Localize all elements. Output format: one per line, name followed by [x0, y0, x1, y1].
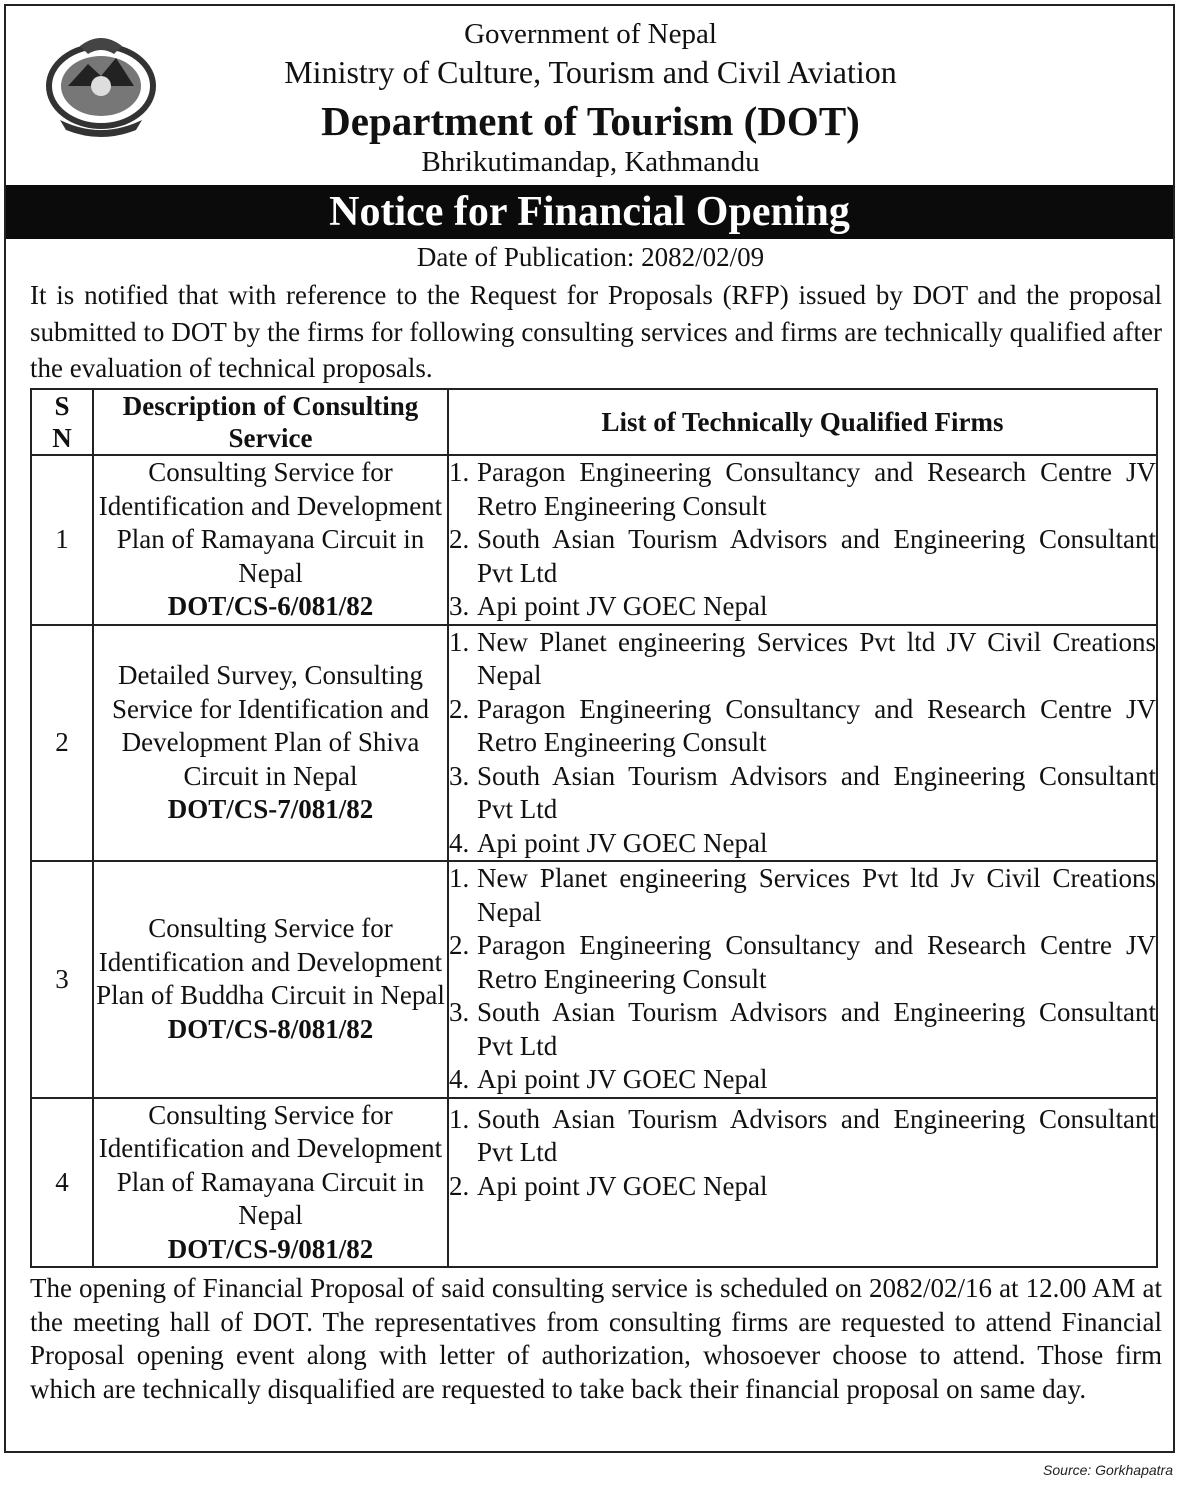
table-row: [31, 455, 1157, 625]
list-item: [449, 523, 1156, 590]
firm-number: 2.: [449, 1170, 470, 1201]
list-item: [449, 929, 1156, 996]
firm-name: South Asian Tourism Advisors and Engineering Consultant Pvt Ltd: [477, 524, 1156, 588]
header-description: Description of Consulting Service: [93, 389, 448, 455]
row-description: [93, 625, 448, 862]
firm-name: New Planet engineering Services Pvt ltd Jv Civil Creations Nepal: [477, 863, 1156, 927]
firm-name: South Asian Tourism Advisors and Engineering Consultant Pvt Ltd: [477, 997, 1156, 1061]
table-header-row: [31, 389, 1157, 455]
header-sn-line2: N: [52, 423, 72, 453]
list-item: [449, 626, 1156, 693]
department-address: Bhrikutimandap, Kathmandu: [421, 146, 760, 178]
firm-number: 3.: [449, 997, 470, 1027]
firm-name: Api point JV GOEC Nepal: [477, 1064, 768, 1094]
list-item: [449, 1103, 1156, 1170]
firm-number: 2.: [449, 693, 470, 724]
header-sn: [31, 389, 93, 455]
source-credit: Source: Gorkhapatra: [1043, 1462, 1173, 1478]
list-item: [449, 996, 1156, 1063]
row-sn: 2: [31, 625, 93, 862]
intro-paragraph: It is notified that with reference to the Request for Proposals (RFP) issued by DOT and the proposal submitted to DOT by the firms for following consulting services and firms are technically qualified after the evaluation of technical proposals.: [30, 280, 1162, 383]
department-name: Department of Tourism (DOT): [321, 98, 860, 144]
row-firms: [448, 1098, 1157, 1268]
row-firms: [448, 625, 1157, 862]
row-description: [93, 1098, 448, 1268]
service-description: Consulting Service for Identification and Development Plan of Buddha Circuit in Nepal: [96, 913, 445, 1011]
firm-name: New Planet engineering Services Pvt ltd JV Civil Creations Nepal: [477, 626, 1156, 690]
service-reference: DOT/CS-6/081/82: [167, 591, 374, 621]
firm-name: South Asian Tourism Advisors and Engineering Consultant Pvt Ltd: [477, 1103, 1156, 1167]
header-sn-line1: S: [54, 391, 70, 421]
firm-number: 4.: [449, 827, 470, 858]
table-row: [31, 861, 1157, 1098]
publication-date: Date of Publication: 2082/02/09: [416, 242, 765, 272]
list-item: [449, 693, 1156, 760]
qualified-firms-table: [30, 388, 1158, 1268]
list-item: [449, 1170, 1156, 1204]
firm-number: 1.: [449, 1103, 470, 1134]
list-item: [449, 760, 1156, 827]
firm-name: Api point JV GOEC Nepal: [477, 827, 768, 858]
table-row: [31, 1098, 1157, 1268]
service-reference: DOT/CS-7/081/82: [167, 794, 374, 824]
firm-number: 1.: [449, 863, 470, 893]
firm-number: 2.: [449, 930, 470, 960]
ministry-name: Ministry of Culture, Tourism and Civil Aviation: [284, 54, 897, 90]
list-item: [449, 827, 1156, 861]
government-name: Government of Nepal: [464, 18, 717, 50]
firm-number: 4.: [449, 1064, 470, 1094]
firm-name: Paragon Engineering Consultancy and Research Centre JV Retro Engineering Consult: [477, 457, 1156, 521]
row-sn: 4: [31, 1098, 93, 1268]
firm-name: Api point JV GOEC Nepal: [477, 591, 768, 621]
list-item: [449, 862, 1156, 929]
service-reference: DOT/CS-9/081/82: [167, 1233, 374, 1264]
firm-number: 1.: [449, 626, 470, 657]
row-firms: [448, 455, 1157, 625]
firm-number: 2.: [449, 524, 470, 554]
service-reference: DOT/CS-8/081/82: [167, 1013, 374, 1044]
firm-name: Paragon Engineering Consultancy and Research Centre JV Retro Engineering Consult: [477, 693, 1156, 757]
row-sn: 3: [31, 861, 93, 1098]
list-item: [449, 456, 1156, 523]
service-description: Consulting Service for Identification and Development Plan of Ramayana Circuit in Nepal: [98, 457, 443, 588]
firm-number: 3.: [449, 591, 470, 621]
row-description: [93, 861, 448, 1098]
service-description: Consulting Service for Identification and Development Plan of Ramayana Circuit in Nepal: [98, 1099, 443, 1230]
list-item: [449, 1063, 1156, 1097]
notice-title: Notice for Financial Opening: [6, 185, 1173, 239]
row-description: [93, 455, 448, 625]
table-row: [31, 625, 1157, 862]
row-firms: [448, 861, 1157, 1098]
row-sn: 1: [31, 455, 93, 625]
closing-paragraph: The opening of Financial Proposal of said consulting service is scheduled on 2082/02/16 at 12.00 AM at the meeting hall of DOT. The representatives from consulting firms are requested to attend Financial Proposal opening event along with letter of authorization, whosoever choose to attend. Those firm which are technically disqualified are requested to take back their financial proposal on same day.: [30, 1273, 1162, 1404]
firm-number: 3.: [449, 760, 470, 791]
firm-name: Api point JV GOEC Nepal: [477, 1170, 768, 1201]
firm-name: South Asian Tourism Advisors and Engineering Consultant Pvt Ltd: [477, 760, 1156, 824]
firm-name: Paragon Engineering Consultancy and Research Centre JV Retro Engineering Consult: [477, 930, 1156, 994]
service-description: Detailed Survey, Consulting Service for Identification and Development Plan of Shiva Circuit in Nepal: [111, 660, 430, 791]
header-firms: List of Technically Qualified Firms: [448, 389, 1157, 455]
firm-number: 1.: [449, 457, 470, 487]
list-item: [449, 590, 1156, 624]
